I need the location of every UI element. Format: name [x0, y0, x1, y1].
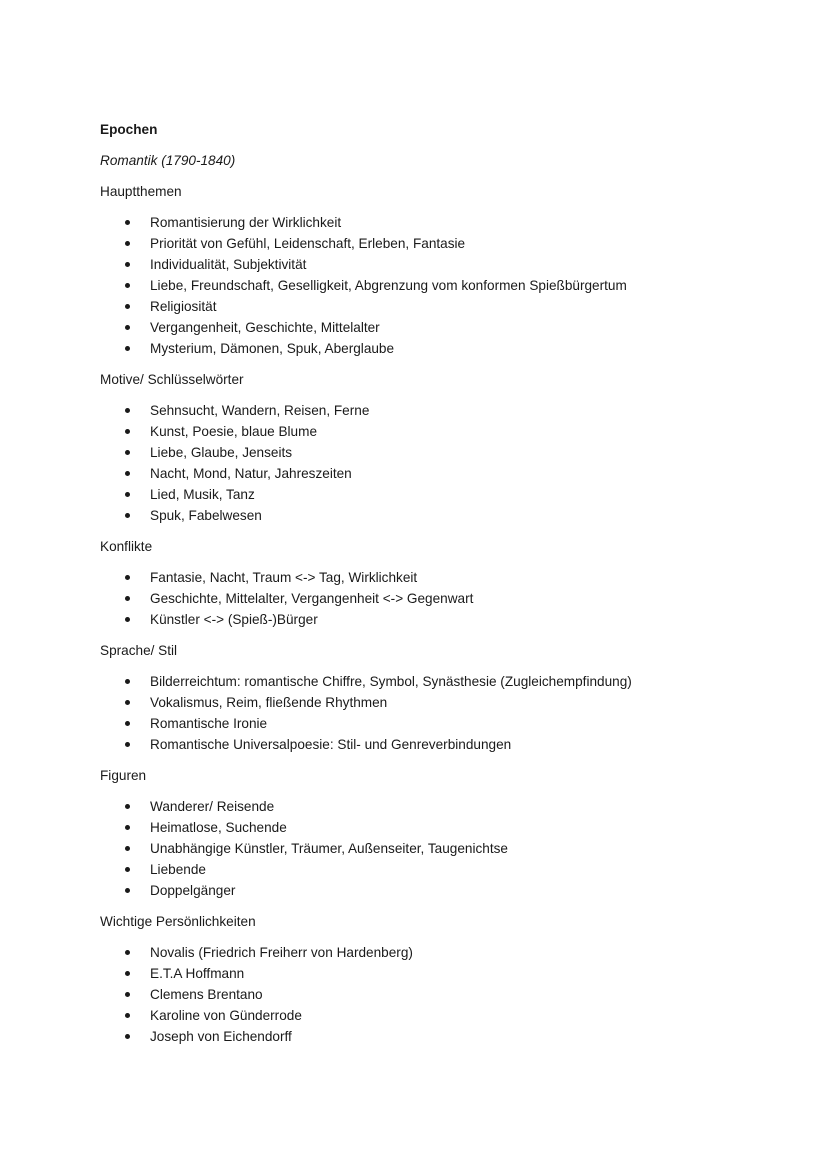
list-item-text: Romantische Universalpoesie: Stil- und Genreverbindungen — [150, 737, 512, 752]
list-item-text: Geschichte, Mittelalter, Vergangenheit <-> Gegenwart — [150, 591, 474, 606]
list-item — [100, 254, 780, 275]
bullet-icon — [125, 596, 130, 601]
list-item-text: Mysterium, Dämonen, Spuk, Aberglaube — [150, 341, 395, 356]
bullet-icon — [125, 450, 130, 455]
bullet-icon — [125, 888, 130, 893]
list-item — [100, 796, 780, 817]
list-item-text: Religiosität — [150, 299, 217, 314]
list-item — [100, 275, 780, 296]
list-item — [100, 296, 780, 317]
list-item — [100, 734, 780, 755]
list-item-text: Karoline von Günderrode — [150, 1008, 302, 1023]
bullet-icon — [125, 262, 130, 267]
list-item-text: Wanderer/ Reisende — [150, 799, 275, 814]
list-item-text: E.T.A Hoffmann — [150, 966, 245, 981]
list-item-text: Bilderreichtum: romantische Chiffre, Symbol, Synästhesie (Zugleichempfindung) — [150, 674, 632, 689]
list-item — [100, 317, 780, 338]
list-item — [100, 588, 780, 609]
bullet-icon — [125, 992, 130, 997]
list-item-text: Heimatlose, Suchende — [150, 820, 287, 835]
bullet-icon — [125, 575, 130, 580]
bullet-icon — [125, 241, 130, 246]
list-item-text: Romantische Ironie — [150, 716, 268, 731]
list-item — [100, 505, 780, 526]
bullet-icon — [125, 429, 130, 434]
list-item-text: Priorität von Gefühl, Leidenschaft, Erleben, Fantasie — [150, 236, 466, 251]
list-item-text: Unabhängige Künstler, Träumer, Außenseiter, Taugenichtse — [150, 841, 508, 856]
bullet-icon — [125, 804, 130, 809]
bullet-icon — [125, 283, 130, 288]
list-item-text: Künstler <-> (Spieß-)Bürger — [150, 612, 318, 627]
list-item-text: Fantasie, Nacht, Traum <-> Tag, Wirklichkeit — [150, 570, 418, 585]
list-item — [100, 212, 780, 233]
bullet-icon — [125, 679, 130, 684]
bullet-icon — [125, 742, 130, 747]
list-item — [100, 1026, 780, 1047]
list-item-text: Sehnsucht, Wandern, Reisen, Ferne — [150, 403, 370, 418]
section-heading: Hauptthemen — [100, 184, 182, 199]
section-heading: Sprache/ Stil — [100, 643, 178, 658]
bullet-list — [100, 212, 780, 359]
section-heading: Konflikte — [100, 539, 153, 554]
section-heading: Figuren — [100, 768, 147, 783]
list-item-text: Vergangenheit, Geschichte, Mittelalter — [150, 320, 380, 335]
sections-container — [100, 181, 780, 1047]
list-item — [100, 817, 780, 838]
list-item — [100, 984, 780, 1005]
list-item-text: Clemens Brentano — [150, 987, 263, 1002]
list-item-text: Liebe, Freundschaft, Geselligkeit, Abgrenzung vom konformen Spießbürgertum — [150, 278, 627, 293]
list-item-text: Romantisierung der Wirklichkeit — [150, 215, 342, 230]
list-item — [100, 671, 780, 692]
list-item — [100, 421, 780, 442]
bullet-icon — [125, 971, 130, 976]
epoch-subtitle: Romantik (1790-1840) — [100, 153, 236, 168]
list-item — [100, 713, 780, 734]
list-item-text: Spuk, Fabelwesen — [150, 508, 262, 523]
list-item — [100, 963, 780, 984]
list-item — [100, 692, 780, 713]
bullet-icon — [125, 950, 130, 955]
list-item — [100, 859, 780, 880]
list-item-text: Individualität, Subjektivität — [150, 257, 307, 272]
bullet-icon — [125, 325, 130, 330]
list-item — [100, 463, 780, 484]
list-item-text: Novalis (Friedrich Freiherr von Hardenberg) — [150, 945, 413, 960]
section-heading: Motive/ Schlüsselwörter — [100, 372, 244, 387]
list-item-text: Joseph von Eichendorff — [150, 1029, 292, 1044]
bullet-icon — [125, 220, 130, 225]
list-item-text: Liebe, Glaube, Jenseits — [150, 445, 293, 460]
bullet-icon — [125, 825, 130, 830]
list-item — [100, 484, 780, 505]
list-item-text: Nacht, Mond, Natur, Jahreszeiten — [150, 466, 352, 481]
bullet-list — [100, 567, 780, 630]
list-item-text: Doppelgänger — [150, 883, 236, 898]
list-item — [100, 880, 780, 901]
list-item — [100, 400, 780, 421]
list-item — [100, 838, 780, 859]
bullet-icon — [125, 471, 130, 476]
document-title: Epochen — [100, 122, 158, 137]
bullet-icon — [125, 846, 130, 851]
list-item — [100, 338, 780, 359]
bullet-list — [100, 796, 780, 901]
list-item-text: Vokalismus, Reim, fließende Rhythmen — [150, 695, 388, 710]
bullet-list — [100, 942, 780, 1047]
list-item — [100, 942, 780, 963]
bullet-icon — [125, 867, 130, 872]
bullet-icon — [125, 408, 130, 413]
bullet-icon — [125, 1013, 130, 1018]
bullet-list — [100, 671, 780, 755]
list-item — [100, 442, 780, 463]
bullet-icon — [125, 700, 130, 705]
bullet-list — [100, 400, 780, 526]
bullet-icon — [125, 492, 130, 497]
bullet-icon — [125, 346, 130, 351]
section-heading: Wichtige Persönlichkeiten — [100, 914, 256, 929]
list-item — [100, 567, 780, 588]
bullet-icon — [125, 304, 130, 309]
list-item-text: Kunst, Poesie, blaue Blume — [150, 424, 318, 439]
bullet-icon — [125, 617, 130, 622]
bullet-icon — [125, 1034, 130, 1039]
list-item-text: Liebende — [150, 862, 206, 877]
list-item-text: Lied, Musik, Tanz — [150, 487, 255, 502]
bullet-icon — [125, 513, 130, 518]
bullet-icon — [125, 721, 130, 726]
document-page — [100, 119, 780, 1057]
list-item — [100, 609, 780, 630]
list-item — [100, 233, 780, 254]
list-item — [100, 1005, 780, 1026]
